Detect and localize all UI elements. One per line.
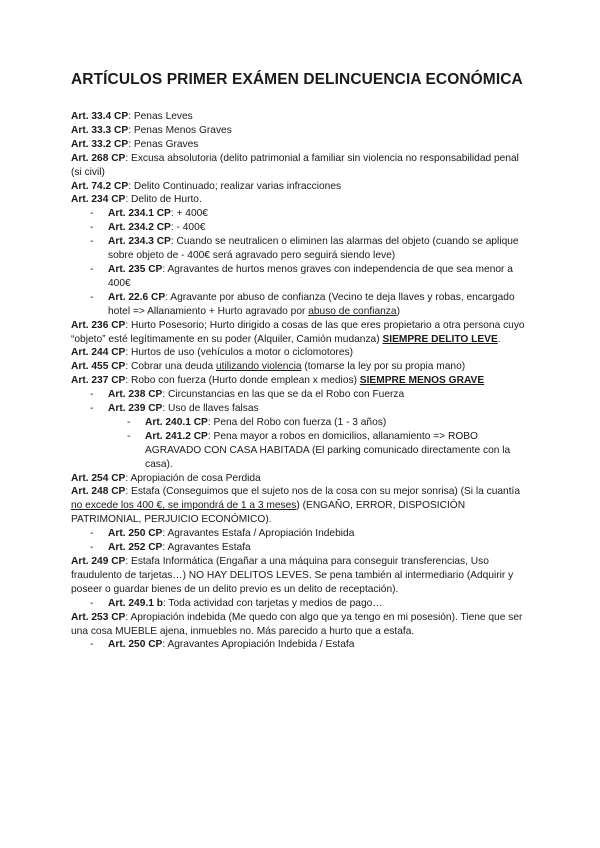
article-text: : Apropiación indebida (Me quedo con algo que ya tengo en mi posesión). Tiene que ser una cosa MUEBLE ajena, inmuebles no. Más parecido a hurto que a estafa.	[71, 611, 523, 637]
article-text: : Estafa (Conseguimos que el sujeto nos de la cosa con su mejor sonrisa) (Si la cuantía	[125, 486, 521, 498]
article-text: : Hurto Posesorio; Hurto dirigido a cosas de las que eres propietario a otra persona cuyo “objeto” esté legítimamente en su poder (Alquiler, Camión mudanza)	[71, 319, 525, 345]
sub-article-entry	[71, 388, 531, 402]
article-text: (tomarse la ley por su propia mano)	[301, 361, 466, 373]
article-text: ) (ENGAÑO, ERROR, DISPOSICIÓN PATRIMONIAL, PERJUICIO ECONÓMICO).	[71, 500, 466, 526]
article-number: Art. 455 CP	[71, 361, 126, 373]
sub-article-entry	[71, 235, 531, 263]
bullet-dash: -	[90, 222, 94, 234]
document-title: ARTÍCULOS PRIMER EXÁMEN DELINCUENCIA ECONÓMICA	[71, 71, 523, 88]
article-number: Art. 244 CP	[71, 347, 126, 359]
sub-article-entry	[71, 207, 531, 221]
bullet-dash: -	[90, 597, 94, 609]
article-text: : Excusa absolutoria (delito patrimonial a familiar sin violencia no responsabilidad penal (si civil)	[71, 152, 519, 178]
bullet-dash: -	[90, 403, 94, 415]
article-number: Art. 33.4 CP	[71, 111, 129, 122]
document-body	[71, 110, 531, 652]
article-entry	[71, 138, 531, 152]
article-number: Art. 249 CP	[71, 556, 126, 567]
bullet-dash: -	[90, 389, 94, 401]
article-entry	[71, 485, 531, 527]
article-number: Art. 22.6 CP	[108, 291, 166, 303]
sub-article-entry	[71, 263, 531, 291]
article-number: Art. 253 CP	[71, 611, 126, 623]
article-text: : Agravantes Estafa	[162, 542, 251, 554]
bullet-dash: -	[90, 639, 94, 651]
article-text: : Uso de llaves falsas	[162, 403, 259, 415]
article-text: : Delito de Hurto.	[125, 194, 202, 206]
sub-article-entry	[71, 221, 531, 235]
sub-article-entry	[71, 597, 531, 611]
article-text: : Cuando se neutralicen o eliminen las alarmas del objeto (cuando se aplique sobre objeto de - 400€ será agravado pero seguirá siendo leve)	[108, 236, 519, 262]
article-text: : Agravantes de hurtos menos graves con independencia de que sea menor a 400€	[108, 263, 513, 289]
sub-article-entry	[71, 527, 531, 541]
article-number: Art. 268 CP	[71, 152, 126, 164]
article-entry	[71, 193, 531, 207]
article-entry	[71, 180, 531, 194]
article-number: Art. 234.3 CP	[108, 236, 171, 248]
article-entry	[71, 472, 531, 486]
article-text: SIEMPRE DELITO LEVE	[382, 333, 498, 345]
article-number: Art. 238 CP	[108, 389, 163, 401]
article-text: : Pena del Robo con fuerza (1 - 3 años)	[207, 416, 387, 428]
article-number: Art. 74.2 CP	[71, 180, 129, 192]
article-text: : Pena mayor a robos en domicilios, allanamiento => ROBO AGRAVADO CON CASA HABITADA (El parking comunicado directamente con la casa).	[145, 430, 511, 470]
article-text: abuso de confianza	[308, 305, 397, 317]
sub-article-entry	[71, 541, 531, 555]
article-number: Art. 239 CP	[108, 403, 163, 415]
article-text: : + 400€	[170, 208, 208, 220]
bullet-dash: -	[90, 528, 94, 540]
article-number: Art. 252 CP	[108, 542, 163, 554]
article-text: : Delito Continuado; realizar varias infracciones	[128, 180, 342, 192]
bullet-dash: -	[127, 416, 131, 428]
bullet-dash: -	[127, 430, 131, 442]
article-number: Art. 234 CP	[71, 194, 126, 206]
article-number: Art. 237 CP	[71, 375, 126, 387]
article-number: Art. 241.2 CP	[145, 430, 208, 442]
article-text: : Agravante por abuso de confianza (Vecino te deja llaves y robas, encargado hotel => Allanamiento + Hurto agravado por	[108, 291, 515, 317]
bullet-dash: -	[90, 236, 94, 248]
article-number: Art. 234.2 CP	[108, 222, 171, 234]
article-text: : Toda actividad con tarjetas y medios de pago…	[162, 597, 383, 609]
bullet-dash: -	[90, 542, 94, 554]
article-entry	[71, 110, 531, 124]
article-text: : Penas Leves	[128, 111, 193, 122]
article-text: : Apropiación de cosa Perdida	[125, 472, 261, 484]
article-number: Art. 250 CP	[108, 528, 163, 540]
article-entry	[71, 360, 531, 374]
bullet-dash: -	[90, 291, 94, 303]
article-number: Art. 248 CP	[71, 486, 126, 498]
article-text: : Circunstancias en las que se da el Robo con Fuerza	[162, 389, 405, 401]
sub-article-entry	[71, 416, 531, 430]
article-text: : Cobrar una deuda	[125, 361, 216, 373]
article-text: : Robo con fuerza (Hurto donde emplean x medios)	[125, 375, 360, 387]
article-text: : Agravantes Apropiación Indebida / Estafa	[162, 639, 355, 651]
article-number: Art. 33.2 CP	[71, 138, 129, 150]
article-number: Art. 254 CP	[71, 472, 126, 484]
article-number: Art. 33.3 CP	[71, 124, 129, 136]
article-text: .	[497, 333, 501, 345]
article-text: : Hurtos de uso (vehículos a motor o ciclomotores)	[125, 347, 353, 359]
sub-article-entry	[71, 402, 531, 416]
article-number: Art. 240.1 CP	[145, 416, 208, 428]
article-text: : Agravantes Estafa / Apropiación Indebida	[162, 528, 355, 540]
article-entry	[71, 124, 531, 138]
article-entry	[71, 319, 531, 347]
sub-article-entry	[71, 638, 531, 652]
bullet-dash: -	[90, 208, 94, 220]
article-entry	[71, 611, 531, 639]
article-text: )	[396, 305, 400, 317]
article-text: no excede los 400 €, se impondrá de 1 a 3 meses	[71, 500, 297, 512]
article-text: SIEMPRE MENOS GRAVE	[359, 375, 485, 387]
article-text: utilizando violencia	[215, 361, 302, 373]
article-number: Art. 234.1 CP	[108, 208, 171, 220]
article-entry	[71, 374, 531, 388]
article-number: Art. 236 CP	[71, 319, 126, 331]
article-entry	[71, 152, 531, 180]
article-entry	[71, 555, 531, 597]
sub-article-entry	[71, 291, 531, 319]
article-entry	[71, 346, 531, 360]
article-number: Art. 250 CP	[108, 639, 163, 651]
article-text: : Penas Menos Graves	[128, 124, 232, 136]
article-number: Art. 235 CP	[108, 263, 163, 275]
bullet-dash: -	[90, 263, 94, 275]
sub-article-entry	[71, 430, 531, 472]
article-number: Art. 249.1 b	[108, 597, 163, 609]
article-text: : - 400€	[170, 222, 206, 234]
article-text: : Estafa Informática (Engañar a una máquina para conseguir transferencias, Uso fraudulento de tarjetas…) NO HAY DELITOS LEVES. Se pena también al intermediario (Adquirir y poseer o guardar bienes de un delito previo es un delito de receptación).	[71, 556, 514, 595]
article-text: : Penas Graves	[128, 138, 199, 150]
